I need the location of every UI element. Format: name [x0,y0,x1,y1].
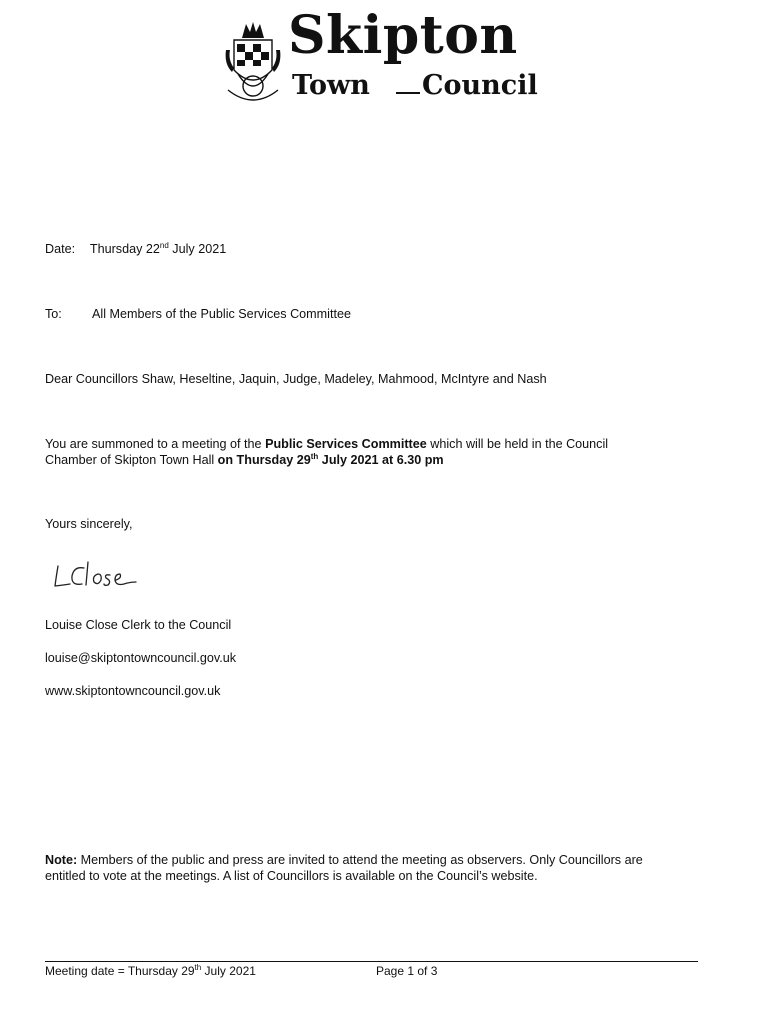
logo-town-text: Town [292,70,370,101]
summons-text-2: which will be held in the Council [426,437,609,451]
committee-name: Public Services Committee [265,437,427,451]
to-value: All Members of the Public Services Committee [92,307,351,321]
signature-image [52,558,144,592]
footer-meeting-date [45,964,256,978]
note-text-1: Members of the public and press are invited to attend the meeting as observers. Only Councillors are [77,853,643,867]
note-label: Note: [45,853,78,867]
logo-divider [396,92,420,94]
to-label: To: [45,307,62,321]
crest-icon [222,20,284,106]
note-line-1 [45,853,643,867]
logo-council-text: Council [422,70,538,101]
meeting-date-time: July 2021 at 6.30 pm [318,453,444,467]
summons-line-2 [45,453,444,467]
date-line [45,242,226,256]
meeting-day-suffix: th [310,451,319,461]
date-suffix: nd [159,240,169,250]
website-link[interactable]: www.skiptontowncouncil.gov.uk [45,684,221,698]
summons-line-1 [45,437,608,451]
footer-divider [45,961,698,962]
logo-skipton-text: Skipton [288,5,518,66]
closing: Yours sincerely, [45,517,133,531]
footer-meeting-suffix-sup: th [194,963,202,972]
salutation: Dear Councillors Shaw, Heseltine, Jaquin, Judge, Madeley, Mahmood, McIntyre and Nash [45,372,547,386]
summons-text-3: Chamber of Skipton Town Hall [45,453,218,467]
meeting-day: on Thursday 29 [217,453,311,467]
summons-text-1: You are summoned to a meeting of the [45,437,266,451]
council-logo [222,5,552,110]
signatory: Louise Close Clerk to the Council [45,618,232,632]
date-day: Thursday 22 [89,242,160,256]
note-line-2: entitled to vote at the meetings. A list of Councillors is available on the Council’s website. [45,869,538,883]
date-label: Date: [45,242,76,256]
footer-meeting-prefix: Meeting date = Thursday 29 [45,964,195,978]
email-link[interactable]: louise@skiptontowncouncil.gov.uk [45,651,237,665]
footer-meeting-suffix: July 2021 [201,964,256,978]
date-rest: July 2021 [168,242,227,256]
page-number: Page 1 of 3 [376,964,438,978]
